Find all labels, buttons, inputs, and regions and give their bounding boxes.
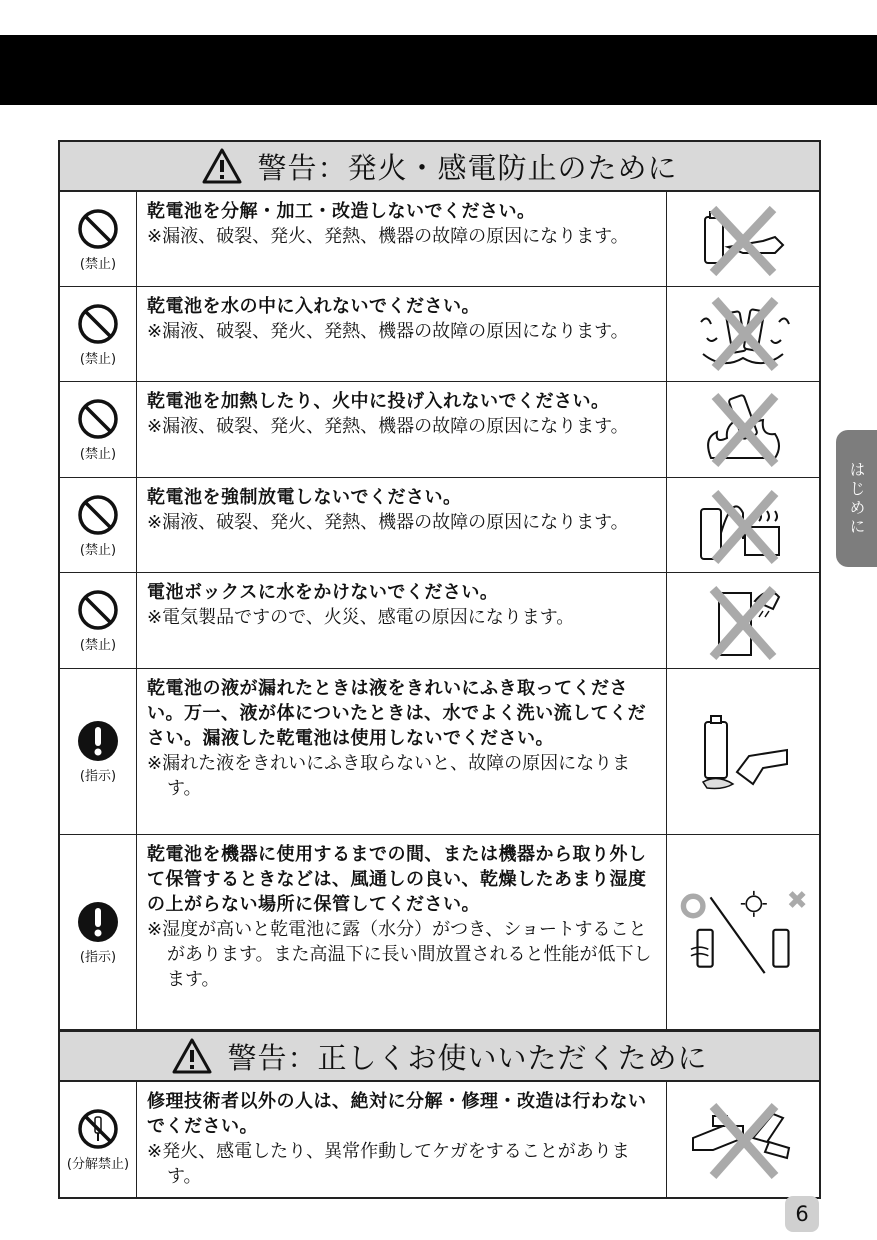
instruction-note: ※漏れた液をきれいにふき取らないと、故障の原因になります。 [147, 753, 631, 799]
illustration-cell [667, 192, 819, 286]
prohibit-cell [60, 478, 137, 572]
illustration-cell [667, 478, 819, 572]
illustration-cell [667, 1082, 819, 1197]
icon-label: (指示) [79, 769, 117, 784]
prohibit-icon [76, 588, 120, 632]
illustration-cell [667, 573, 819, 668]
prohibit-icon [76, 207, 120, 251]
warning-note: ※漏液、破裂、発火、発熱、機器の故障の原因になります。 [147, 512, 629, 533]
section-header-fire-shock [60, 142, 819, 192]
table-row [60, 478, 819, 573]
table-row [60, 192, 819, 287]
instruction-icon [76, 719, 120, 763]
battery-fire-icon [683, 388, 803, 472]
row-text [137, 1082, 667, 1197]
warning-triangle-icon [171, 1037, 213, 1075]
icon-label: (指示) [79, 949, 117, 965]
row-text [137, 573, 667, 668]
row-text [137, 669, 667, 834]
no-disassemble-cell [60, 1082, 137, 1197]
icon-label: (禁止) [79, 542, 117, 558]
battery-leak-wipe-icon [683, 710, 803, 794]
warning-heading: 乾電池を加熱したり、火中に投げ入れないでください。 [147, 391, 610, 412]
row-text [137, 835, 667, 1029]
battery-water-icon [683, 292, 803, 376]
icon-label: (禁止) [79, 447, 117, 462]
faucet-repair-icon [683, 1098, 803, 1182]
instruction-cell [60, 835, 137, 1029]
warning-note: ※漏液、破裂、発火、発熱、機器の故障の原因になります。 [147, 321, 629, 342]
icon-label: (分解禁止) [66, 1157, 130, 1172]
battery-storage-icon [678, 877, 808, 987]
instruction-cell [60, 669, 137, 834]
section-header-correct-use [60, 1030, 819, 1082]
illustration-cell [667, 287, 819, 381]
warning-heading: 電池ボックスに水をかけないでください。 [147, 582, 499, 603]
warning-heading: 乾電池を水の中に入れないでください。 [147, 296, 480, 317]
table-row [60, 287, 819, 382]
battery-box-shower-icon [683, 579, 803, 663]
prohibit-icon [76, 493, 120, 537]
warning-note: ※発火、感電したり、異常作動してケガをすることがあります。 [147, 1141, 630, 1187]
table-row [60, 382, 819, 478]
section-title: 警告：正しくお使いいただくために [227, 1040, 708, 1075]
warning-note: ※電気製品ですので、火災、感電の原因になります。 [147, 607, 575, 628]
section-tab[interactable]: はじめに [836, 430, 877, 567]
header-bar [0, 35, 877, 105]
row-text [137, 478, 667, 572]
battery-disassemble-icon [683, 197, 803, 281]
warning-note: ※漏液、破裂、発火、発熱、機器の故障の原因になります。 [147, 226, 629, 247]
table-row [60, 669, 819, 835]
row-text [137, 192, 667, 286]
battery-discharge-icon [683, 483, 803, 567]
table-row [60, 1082, 819, 1197]
instruction-icon [76, 900, 120, 944]
row-text [137, 382, 667, 477]
section-title: 警告：発火・感電防止のために [257, 150, 678, 185]
warning-heading: 乾電池を分解・加工・改造しないでください。 [147, 201, 536, 222]
prohibit-cell [60, 287, 137, 381]
instruction-heading: 乾電池を機器に使用するまでの間、または機器から取り外して保管するときなどは、風通しの良い、乾燥したあまり湿度の上がらない場所に保管してください。 [147, 844, 647, 915]
icon-label: (禁止) [79, 351, 117, 367]
no-disassemble-icon [76, 1107, 120, 1151]
prohibit-cell [60, 382, 137, 477]
warning-table [58, 140, 821, 1199]
instruction-heading: 乾電池の液が漏れたときは液をきれいにふき取ってください。万一、液が体についたときは、水でよく洗い流してください。漏液した乾電池は使用しないでください。 [147, 678, 647, 749]
warning-triangle-icon [201, 147, 243, 185]
instruction-note: ※湿度が高いと乾電池に露（水分）がつき、ショートすることがあります。また高温下に長い間放置されると性能が低下します。 [147, 919, 652, 990]
page-number: 6 [785, 1196, 819, 1232]
table-row [60, 573, 819, 669]
warning-heading: 乾電池を強制放電しないでください。 [147, 487, 462, 508]
warning-note: ※漏液、破裂、発火、発熱、機器の故障の原因になります。 [147, 416, 629, 437]
prohibit-cell [60, 192, 137, 286]
row-text [137, 287, 667, 381]
prohibit-cell [60, 573, 137, 668]
icon-label: (禁止) [79, 638, 117, 653]
illustration-cell [667, 835, 819, 1029]
prohibit-icon [76, 397, 120, 441]
illustration-cell [667, 382, 819, 477]
warning-heading: 修理技術者以外の人は、絶対に分解・修理・改造は行わないでください。 [147, 1091, 647, 1137]
prohibit-icon [76, 302, 120, 346]
icon-label: (禁止) [79, 256, 117, 272]
illustration-cell [667, 669, 819, 834]
table-row [60, 835, 819, 1030]
